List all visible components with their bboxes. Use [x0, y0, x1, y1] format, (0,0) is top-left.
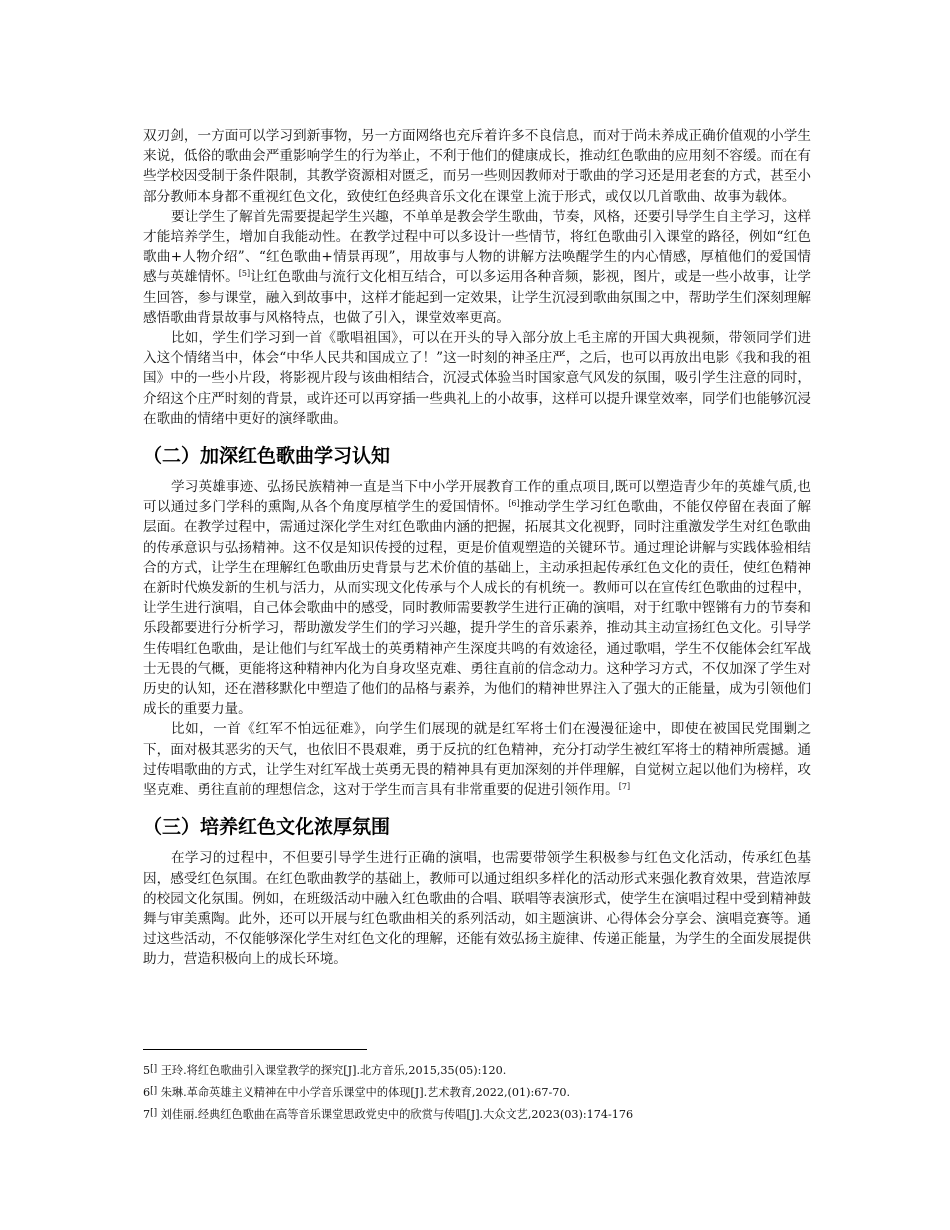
- footnote-5: [143, 1060, 811, 1082]
- paragraph-1: 双刃剑，一方面可以学习到新事物，另一方面网络也充斥着许多不良信息，而对于尚未养成正确价值观的小学生来说，低俗的歌曲会严重影响学生的行为举止，不利于他们的健康成长，推动红色歌曲的应用刻不容缓。而在有些学校因受制于条件限制，其教学资源相对匮乏，而另一些则因教师对于歌曲的学习还是用老套的方式，甚至小部分教师本身都不重视红色文化，致使红色经典音乐文化在课堂上流于形式，或仅以几首歌曲、故事为载体。: [143, 128, 811, 205]
- footnotes: [143, 1060, 811, 1126]
- citation-6: [6]: [508, 499, 520, 509]
- paragraph-5: [143, 719, 811, 800]
- footnote-text: 朱琳.革命英雄主义精神在中小学音乐课堂中的体现[J].艺术教育,2022,(01):67-70.: [160, 1086, 571, 1099]
- footnote-divider: [143, 1049, 367, 1050]
- paragraph-4-text-a: 学习英雄事迹、弘扬民族精神一直是当下中小学开展教育工作的重点项目,既可以塑造青少年的英雄气质,也可以通过多门学科的熏陶,从各个角度厚植学生的爱国情怀。: [143, 479, 811, 516]
- paragraph-2-text-b: 让红色歌曲与流行文化相互结合，可以多运用各种音频，影视，图片，或是一些小故事，让学生回答，参与课堂，融入到故事中，这样才能起到一定效果，让学生沉浸到歌曲氛围之中，帮助学生们深刻理解感悟歌曲背景故事与风格特点，也做了引入，课堂效率更高。: [143, 269, 812, 326]
- footnote-7: [143, 1104, 811, 1126]
- paragraph-5-text: 比如，一首《红军不怕远征难》，向学生们展现的就是红军将士们在漫漫征途中，即使在被国民党围剿之下，面对极其恶劣的天气，也依旧不畏艰难，勇于反抗的红色精神，充分打动学生被红军将士的精神所震撼。通过传唱歌曲的方式，让学生对红军战士英勇无畏的精神具有更加深刻的并伴理解，自觉树立起以他们为榜样，攻坚克难、勇往直前的理想信念，这对于学生而言具有非常重要的促进引领作用。: [143, 721, 811, 799]
- footnote-number: 7: [143, 1108, 151, 1121]
- footnote-mark: []: [150, 1064, 158, 1074]
- body-text: [143, 126, 811, 970]
- paragraph-2: [143, 207, 811, 328]
- section-heading-2: （二）加深红色歌曲学习认知: [143, 445, 391, 468]
- paragraph-4-text-b: 推动学生学习红色歌曲，不能仅停留在表面了解层面。在教学过程中，需通过深化学生对红色歌曲内涵的把握，拓展其文化视野，同时注重激发学生对红色歌曲的传承意识与弘扬精神。这不仅是知识传授的过程，更是价值观塑造的关键环节。通过理论讲解与实践体验相结合的方式，让学生在理解红色歌曲历史背景与艺术价值的基础上，主动承担起传承红色文化的责任，使红色精神在新时代焕发新的生机与活力，从而实现文化传承与个人成长的有机统一。教师可以在宣传红色歌曲的过程中，让学生进行演唱，自己体会歌曲中的感受，同时教师需要教学生进行正确的演唱，对于红歌中铿锵有力的节奏和乐段都要进行分析学习，帮助激发学生们的学习兴趣，提升学生的音乐素养，推动其主动宣扬红色文化。引导学生传唱红色歌曲，是让他们与红军战士的英勇精神产生深度共鸣的有效途径，通过歌唱，学生不仅能体会红军战士无畏的气概，更能将这种精神内化为自身攻坚克难、勇往直前的信念动力。这种学习方式，不仅加深了学生对历史的认知，还在潜移默化中塑造了他们的品格与素养，为他们的精神世界注入了强大的正能量，成为引领他们成长的重要力量。: [143, 499, 811, 718]
- citation-7: [7]: [618, 782, 631, 792]
- footnote-text: 刘佳丽.经典红色歌曲在高等音乐课堂思政党史中的欣赏与传唱[J].大众文艺,2023(03):174-176: [160, 1108, 634, 1121]
- footnote-mark: []: [150, 1086, 158, 1096]
- paragraph-6: 在学习的过程中，不但要引导学生进行正确的演唱，也需要带领学生积极参与红色文化活动，传承红色基因，感受红色氛围。在红色歌曲教学的基础上，教师可以通过组织多样化的活动形式来强化教育效果，营造浓厚的校园文化氛围。例如，在班级活动中融入红色歌曲的合唱、联唱等表演形式，使学生在演唱过程中受到精神鼓舞与审美熏陶。此外，还可以开展与红色歌曲相关的系列活动，如主题演讲、心得体会分享会、演唱竞赛等。通过这些活动，不仅能够深化学生对红色文化的理解，还能有效弘扬主旋律、传递正能量，为学生的全面发展提供助力，营造积极向上的成长环境。: [143, 850, 811, 968]
- citation-5: [5]: [238, 269, 251, 279]
- paragraph-4: [143, 477, 811, 719]
- footnote-6: [143, 1082, 811, 1104]
- footnote-number: 5: [143, 1064, 151, 1077]
- footnote-number: 6: [143, 1086, 151, 1099]
- footnote-text: 王玲.将红色歌曲引入课堂教学的探究[J].北方音乐,2015,35(05):120.: [160, 1064, 507, 1077]
- section-heading-3: （三）培养红色文化浓厚氛围: [143, 816, 391, 839]
- paragraph-2-text-a: 要让学生了解首先需要提起学生兴趣，不单单是教会学生歌曲，节奏，风格，还要引导学生自主学习，这样才能培养学生，增加自我能动性。在教学过程中可以多设计一些情节，将红色歌曲引入课堂的路径，例如“红色歌曲+人物介绍”、“红色歌曲+情景再现”，用故事与人物的讲解方法唤醒学生的内心情感，厚植他们的爱国情感与英雄情怀。: [143, 208, 811, 286]
- paragraph-3: 比如，学生们学习到一首《歌唱祖国》，可以在开头的导入部分放上毛主席的开国大典视频，带领同学们进入这个情绪当中，体会“中华人民共和国成立了！”这一时刻的神圣庄严，之后，也可以再放出电影《我和我的祖国》中的一些小片段，将影视片段与该曲相结合，沉浸式体验当时国家意气风发的氛围，吸引学生注意的同时，介绍这个庄严时刻的背景，或许还可以再穿插一些典礼上的小故事，这样可以提升课堂效率，同学们也能够沉浸在歌曲的情绪中更好的演绎歌曲。: [143, 330, 811, 427]
- footnote-mark: []: [150, 1108, 158, 1118]
